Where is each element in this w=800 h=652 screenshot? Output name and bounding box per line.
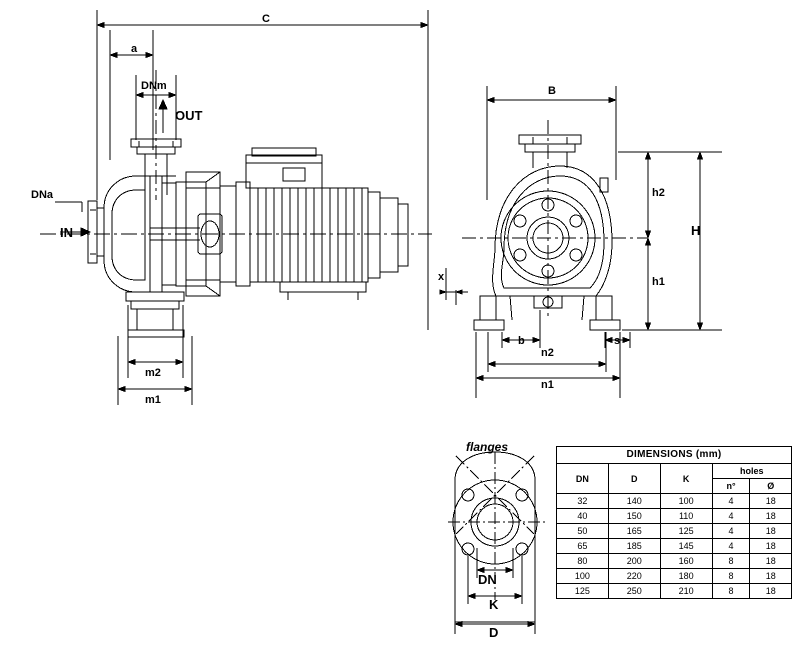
cell-holes-n: 8 bbox=[712, 569, 750, 584]
label-m2: m2 bbox=[145, 367, 161, 379]
cell-dn: 80 bbox=[557, 554, 609, 569]
label-dn: DN bbox=[478, 572, 497, 587]
cell-dn: 32 bbox=[557, 494, 609, 509]
label-x: x bbox=[438, 271, 445, 283]
table-row bbox=[557, 554, 792, 569]
front-base-feet bbox=[474, 296, 620, 330]
label-out: OUT bbox=[175, 108, 203, 123]
cell-d: 165 bbox=[608, 524, 660, 539]
cell-k: 100 bbox=[660, 494, 712, 509]
bottom-foot-flange bbox=[126, 292, 184, 337]
cell-d: 140 bbox=[608, 494, 660, 509]
cell-dn: 50 bbox=[557, 524, 609, 539]
label-c: C bbox=[262, 13, 270, 25]
motor-body bbox=[236, 148, 408, 286]
label-s: s bbox=[614, 335, 621, 347]
label-b: B bbox=[548, 85, 556, 97]
dimensions-table bbox=[556, 446, 792, 599]
table-row bbox=[557, 524, 792, 539]
cell-d: 250 bbox=[608, 584, 660, 599]
cell-k: 125 bbox=[660, 524, 712, 539]
cell-holes-n: 8 bbox=[712, 554, 750, 569]
cell-d: 220 bbox=[608, 569, 660, 584]
table-row bbox=[557, 584, 792, 599]
label-h2: h2 bbox=[652, 187, 665, 199]
cell-d: 185 bbox=[608, 539, 660, 554]
label-n1: n1 bbox=[541, 379, 554, 391]
cell-d: 150 bbox=[608, 509, 660, 524]
col-header-k: K bbox=[660, 464, 712, 494]
table-row bbox=[557, 509, 792, 524]
col-header-dn: DN bbox=[557, 464, 609, 494]
cell-holes-d: 18 bbox=[750, 584, 792, 599]
flanges-title: flanges bbox=[466, 440, 509, 454]
label-d: D bbox=[489, 625, 499, 640]
label-h: H bbox=[691, 223, 701, 238]
table-row bbox=[557, 569, 792, 584]
motor-foot bbox=[280, 282, 366, 300]
cell-dn: 40 bbox=[557, 509, 609, 524]
label-b-foot: b bbox=[518, 335, 525, 347]
label-dna: DNa bbox=[31, 189, 54, 201]
col-header-holes-diameter: Ø bbox=[750, 479, 792, 494]
cell-holes-d: 18 bbox=[750, 524, 792, 539]
label-a: a bbox=[131, 43, 138, 55]
cell-k: 210 bbox=[660, 584, 712, 599]
cell-holes-n: 8 bbox=[712, 584, 750, 599]
label-m1: m1 bbox=[145, 394, 161, 406]
col-header-holes: holes bbox=[712, 464, 791, 479]
cell-k: 145 bbox=[660, 539, 712, 554]
cell-d: 200 bbox=[608, 554, 660, 569]
cell-k: 180 bbox=[660, 569, 712, 584]
dimension-h bbox=[620, 152, 722, 330]
label-n2: n2 bbox=[541, 347, 554, 359]
label-k: K bbox=[489, 597, 499, 612]
cell-holes-n: 4 bbox=[712, 509, 750, 524]
cell-holes-d: 18 bbox=[750, 494, 792, 509]
cell-holes-n: 4 bbox=[712, 539, 750, 554]
front-discharge-flange bbox=[519, 135, 581, 168]
table-row bbox=[557, 494, 792, 509]
cell-dn: 125 bbox=[557, 584, 609, 599]
label-dnm: DNm bbox=[141, 80, 167, 92]
label-in: IN bbox=[60, 225, 73, 240]
cell-dn: 65 bbox=[557, 539, 609, 554]
dna-leader bbox=[55, 202, 82, 212]
cell-holes-n: 4 bbox=[712, 494, 750, 509]
cell-holes-d: 18 bbox=[750, 509, 792, 524]
cell-holes-n: 4 bbox=[712, 524, 750, 539]
cell-k: 110 bbox=[660, 509, 712, 524]
col-header-d: D bbox=[608, 464, 660, 494]
table-title: DIMENSIONS (mm) bbox=[557, 447, 792, 464]
cell-holes-d: 18 bbox=[750, 539, 792, 554]
cell-k: 160 bbox=[660, 554, 712, 569]
cell-holes-d: 18 bbox=[750, 554, 792, 569]
col-header-holes-number: n° bbox=[712, 479, 750, 494]
label-h1: h1 bbox=[652, 276, 665, 288]
cell-holes-d: 18 bbox=[750, 569, 792, 584]
table-row bbox=[557, 539, 792, 554]
dimension-x bbox=[440, 268, 468, 305]
outlet-arrow bbox=[159, 100, 167, 133]
dimension-b-top bbox=[487, 86, 616, 200]
cell-dn: 100 bbox=[557, 569, 609, 584]
